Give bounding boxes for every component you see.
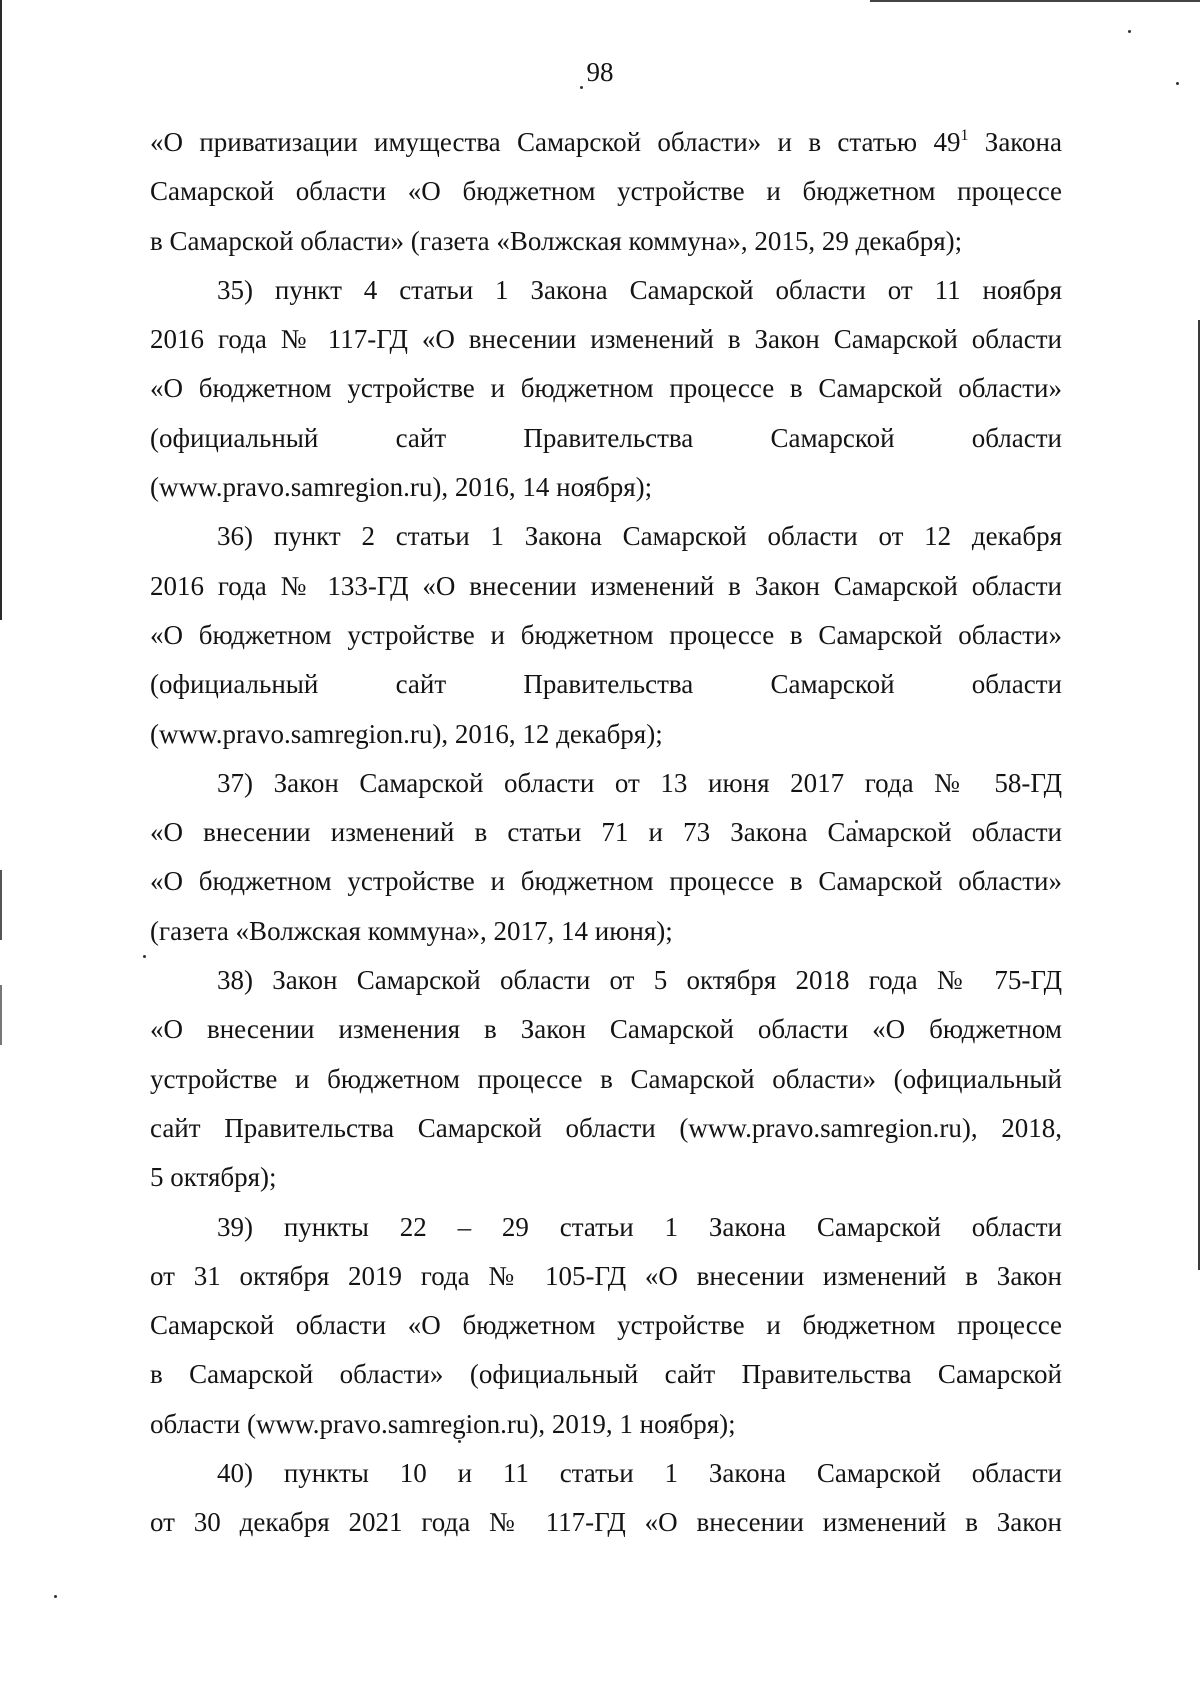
text-line [150,118,1062,167]
text-line: от 31 октября 2019 года № 105-ГД «О внесении изменений в Закон [150,1260,1062,1291]
paragraph-35 [150,266,1062,512]
paragraph-36 [150,512,1062,758]
paragraph-39 [150,1203,1062,1449]
paragraph-intro [150,118,1062,266]
text-line: «О бюджетном устройстве и бюджетном процессе в Самарской области» [150,373,1062,404]
text-segment: «О приватизации имущества Самарской области» и в статью 49 [150,127,961,157]
text-line: 35) пункт 4 статьи 1 Закона Самарской области от 11 ноября [217,274,1062,305]
paragraph-37 [150,759,1062,956]
text-line: 2016 года № 133-ГД «О внесении изменений в Закон Самарской области [150,570,1062,601]
text-line: области (www.pravo.samregion.ru), 2019, 1 ноября); [150,1408,736,1439]
page-number: 98 [586,57,614,87]
text-line: устройстве и бюджетном процессе в Самарской области» (официальный [150,1063,1062,1094]
scan-edge-mark [0,870,2,940]
text-line: 39) пункты 22 – 29 статьи 1 Закона Самарской области [217,1211,1062,1242]
scan-speck [143,955,146,958]
text-line: в Самарской области» (официальный сайт Правительства Самарской [150,1359,1062,1390]
text-line: «О внесении изменений в статьи 71 и 73 Закона Самарской области [150,817,1062,848]
text-line: 40) пункты 10 и 11 статьи 1 Закона Самарской области [217,1458,1062,1489]
text-line: «О внесении изменения в Закон Самарской области «О бюджетном [150,1014,1062,1045]
text-line: Самарской области «О бюджетном устройстве и бюджетном процессе [150,1310,1062,1341]
text-line: (www.pravo.samregion.ru), 2016, 14 ноября); [150,472,653,503]
scan-edge-mark [0,985,2,1045]
text-line: в Самарской области» (газета «Волжская коммуна», 2015, 29 декабря); [150,225,963,256]
text-line: 36) пункт 2 статьи 1 Закона Самарской области от 12 декабря [217,521,1062,552]
text-line: 37) Закон Самарской области от 13 июня 2017 года № 58-ГД [217,767,1062,798]
text-line: от 30 декабря 2021 года № 117-ГД «О внесении изменений в Закон [150,1507,1062,1538]
superscript-number: 1 [960,127,969,144]
text-line: «О бюджетном устройстве и бюджетном процессе в Самарской области» [150,866,1062,897]
text-line: 38) Закон Самарской области от 5 октября 2018 года № 75-ГД [217,965,1062,996]
paragraph-40 [150,1449,1062,1548]
text-line: Самарской области «О бюджетном устройстве и бюджетном процессе [150,176,1062,207]
text-line: сайт Правительства Самарской области (www.pravo.samregion.ru), 2018, [150,1112,1062,1143]
text-line: (www.pravo.samregion.ru), 2016, 12 декабря); [150,718,663,749]
text-line: (газета «Волжская коммуна», 2017, 14 июня); [150,915,673,946]
text-line: 5 октября); [150,1162,277,1193]
scan-edge-mark [0,0,2,620]
scan-edge-mark [870,0,1200,2]
paragraph-38 [150,956,1062,1202]
text-segment: Закона [968,127,1062,157]
text-line: (официальный сайт Правительства Самарской области [150,669,1062,700]
scan-speck [54,1595,57,1598]
text-line: «О бюджетном устройстве и бюджетном процессе в Самарской области» [150,619,1062,650]
text-line: 2016 года № 117-ГД «О внесении изменений в Закон Самарской области [150,324,1062,355]
text-line: (официальный сайт Правительства Самарской области [150,422,1062,453]
document-body [150,118,1062,1548]
scan-speck [1128,30,1131,33]
